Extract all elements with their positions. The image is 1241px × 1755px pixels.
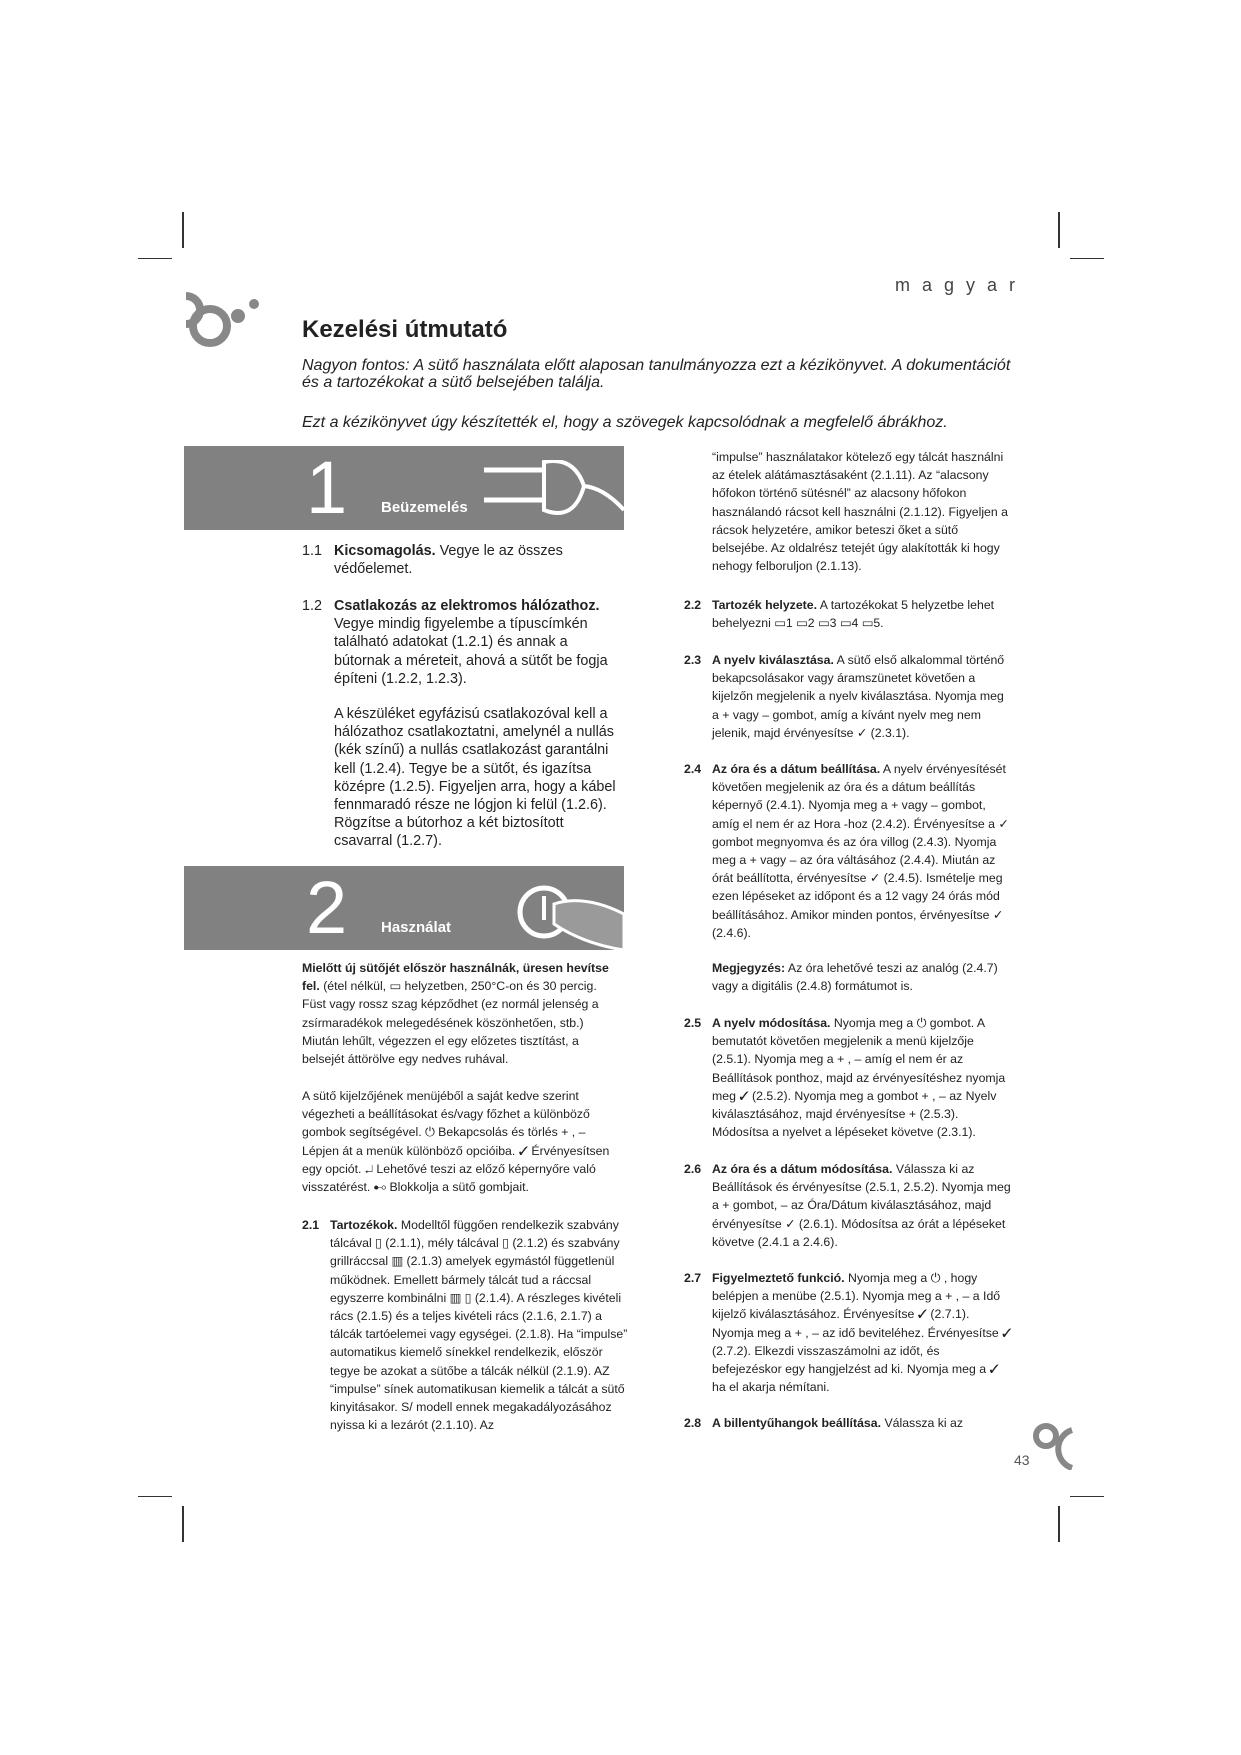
crop-mark bbox=[182, 1506, 184, 1542]
language-label: magyar bbox=[895, 275, 1028, 295]
crop-mark bbox=[138, 1496, 172, 1497]
page-number: 43 bbox=[1014, 1452, 1030, 1468]
section-number: 2 bbox=[306, 866, 348, 949]
intro-important: Nagyon fontos: A sütő használata előtt alaposan tanulmányozza ezt a kézikönyvet. A dokumentációt és a tartozékokat a sütő belsejében találja. bbox=[302, 357, 1011, 391]
plug-icon bbox=[484, 460, 624, 530]
knob-hand-icon bbox=[514, 874, 624, 950]
intro-figures: Ezt a kézikönyvet úgy készítették el, hogy a szövegek kapcsolódnak a megfelelő ábrákhoz. bbox=[302, 414, 948, 431]
section-label: Használat bbox=[381, 919, 452, 936]
brand-logo-icon bbox=[178, 280, 278, 350]
crop-mark bbox=[1070, 258, 1104, 259]
section-2-banner bbox=[184, 866, 624, 950]
section-label: Beüzemelés bbox=[381, 499, 468, 516]
crop-mark bbox=[1058, 1506, 1060, 1542]
section-number: 1 bbox=[306, 446, 348, 529]
crop-mark bbox=[138, 258, 172, 259]
crop-mark bbox=[1058, 212, 1060, 248]
page-title: Kezelési útmutató bbox=[302, 316, 508, 343]
footer-logo-icon bbox=[1032, 1420, 1076, 1470]
crop-mark bbox=[1070, 1496, 1104, 1497]
first-use-paragraph: Mielőtt új sütőjét először használnák, üresen hevítse fel. (étel nélkül, ▭ helyzetben, 250°C-on és 30 percig. Füst vagy rossz szag képződhet (ez normál jelenség a zsírmaradékok melegedésének köszönhetően, stb.) Miután lehűlt, végezzen el egy előzetes tisztítást, a belsejét áttörölve egy nedves ruhával. bbox=[302, 961, 609, 1067]
section-1-banner bbox=[184, 446, 624, 530]
menu-paragraph: A sütő kijelzőjének menüjéből a saját kedve szerint végezheti a beállításokat és/vagy főzhet a különböző gombok segítségével. ⏻ Bekapcsolás és törlés + , – Lépjen át a menük különböző opcióiba. ✓ Érvényesítsen egy opciót. ↵ Lehetővé teszi az előző képernyőre való visszatérést. ⊷ Blokkolja a sütő gombjait. bbox=[302, 1089, 610, 1195]
crop-mark bbox=[182, 212, 184, 248]
